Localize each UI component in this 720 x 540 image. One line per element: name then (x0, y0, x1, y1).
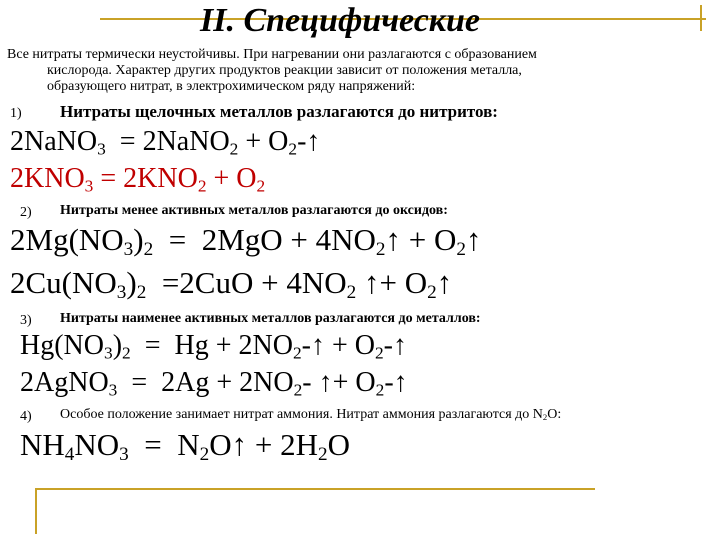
equation-cu-nitrate: $2Cu(NO_3)_2 =2CuO + 4NO_2$ ↑+ $O_2↑$ (10, 265, 453, 303)
frame-line-vertical (700, 5, 702, 31)
equation-ag-nitrate: 2AgNO$_3$ = $2Ag + 2NO_2-$ ↑+ $O_2-↑$ (20, 367, 408, 400)
frame-line-left (35, 488, 37, 534)
section-4-heading-sub: 2 (542, 412, 548, 423)
section-3-heading: Нитраты наименее активных металлов разлагаются до металлов: (60, 311, 481, 326)
equation-hg-nitrate: $Hg(NO_3)_2 = Hg$ + $2NO_2-↑$ + $O_2-↑$ (20, 330, 407, 363)
equation-ammonium-nitrate: $NH_4NO_3$ = $N_2O↑ + 2H_2O$ (20, 427, 351, 465)
intro-line-3: образующего нитрат, в электрохимическом ряду напряжений: (47, 79, 416, 94)
intro-paragraph (7, 47, 537, 95)
section-2-number: 2) (20, 205, 32, 220)
section-4-number: 4) (20, 409, 32, 424)
equation-nano3: 2NaNO$_3$ = 2NaNO$_2$ + $O_2-↑$ (10, 126, 321, 159)
section-4-heading (60, 407, 561, 423)
section-4-heading-end: O: (547, 407, 562, 422)
section-1-number: 1) (10, 106, 22, 121)
section-3-number: 3) (20, 313, 32, 328)
frame-line-bottom (35, 488, 595, 490)
page-title: II. Специфические (200, 2, 481, 39)
section-2-heading: Нитраты менее активных металлов разлагаются до оксидов: (60, 203, 448, 218)
equation-mg-nitrate: $2Mg(NO_3)_2 = 2MgO$ + $4NO_2↑$ + $O_2↑$ (10, 222, 482, 260)
section-4-heading-main: Особое положение занимает нитрат аммония. Нитрат аммония разлагаются до N (60, 407, 543, 422)
equation-kno3: $2KNO_3 = 2KNO_2 + O_2$ (10, 163, 266, 196)
intro-line-2: кислорода. Характер других продуктов реакции зависит от положения металла, (47, 63, 522, 78)
section-1-heading: Нитраты щелочных металлов разлагаются до нитритов: (60, 102, 498, 121)
intro-line-1: Все нитраты термически неустойчивы. При нагревании они разлагаются с образованием (7, 47, 537, 62)
